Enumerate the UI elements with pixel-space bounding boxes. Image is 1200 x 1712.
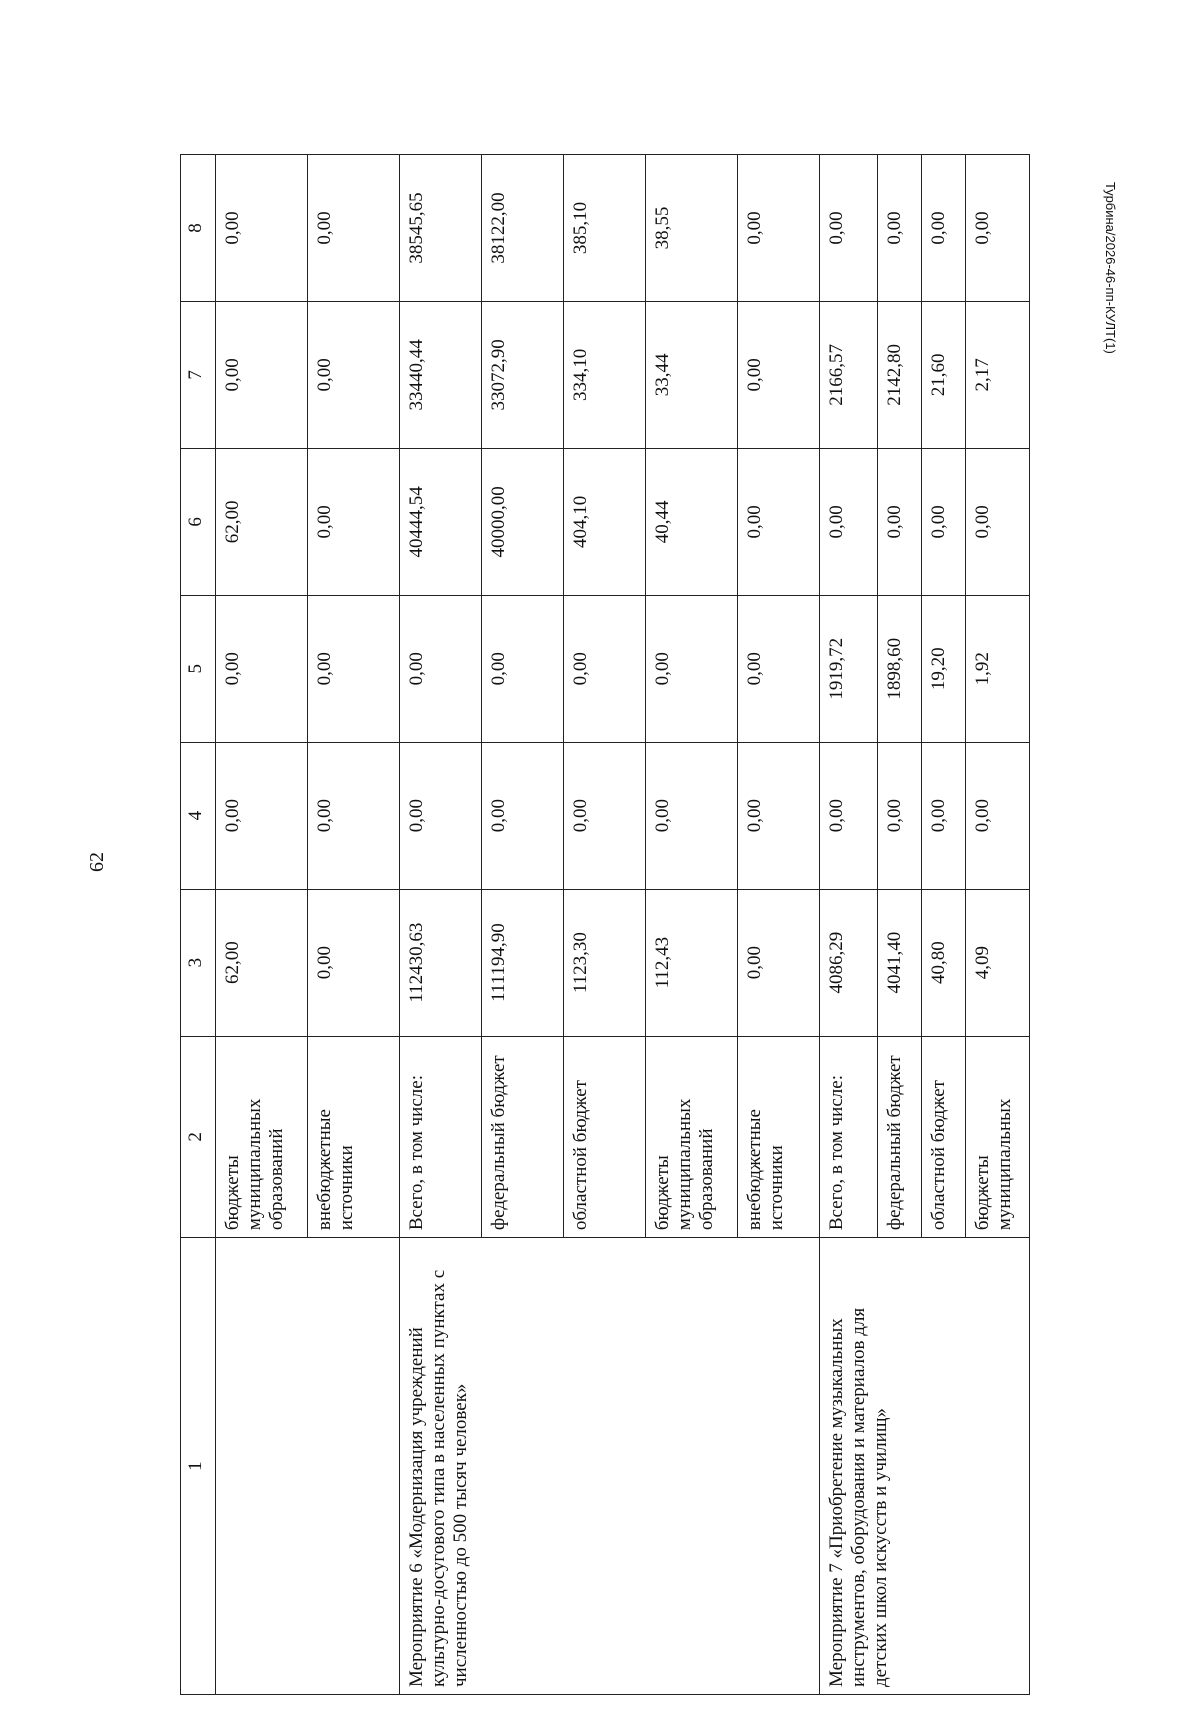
value-cell: 62,00 bbox=[216, 889, 308, 1036]
value-cell: 2142,80 bbox=[878, 301, 922, 448]
value-cell: 0,00 bbox=[400, 595, 482, 742]
value-cell: 2,17 bbox=[966, 301, 1030, 448]
value-cell: 40444,54 bbox=[400, 448, 482, 595]
value-cell: 0,00 bbox=[308, 448, 400, 595]
value-cell: 1,92 bbox=[966, 595, 1030, 742]
value-cell: 0,00 bbox=[820, 448, 878, 595]
funding-source-cell: бюджеты муниципальных bbox=[966, 1036, 1030, 1238]
funding-source-cell: федеральный бюджет bbox=[878, 1036, 922, 1238]
value-cell: 38122,00 bbox=[482, 155, 564, 302]
column-header: 4 bbox=[181, 742, 216, 889]
value-cell: 38545,65 bbox=[400, 155, 482, 302]
value-cell: 112,43 bbox=[646, 889, 738, 1036]
funding-source-cell: бюджеты муниципальных образований bbox=[646, 1036, 738, 1238]
value-cell: 0,00 bbox=[482, 595, 564, 742]
value-cell: 21,60 bbox=[922, 301, 966, 448]
document-footer: Турбина/2026-46-пп-КУЛТ(1) bbox=[1103, 182, 1118, 354]
value-cell: 0,00 bbox=[308, 155, 400, 302]
value-cell: 4086,29 bbox=[820, 889, 878, 1036]
value-cell: 0,00 bbox=[400, 742, 482, 889]
value-cell: 334,10 bbox=[564, 301, 646, 448]
value-cell: 0,00 bbox=[966, 448, 1030, 595]
value-cell: 1919,72 bbox=[820, 595, 878, 742]
table-header-row bbox=[181, 155, 216, 1695]
value-cell: 19,20 bbox=[922, 595, 966, 742]
column-header: 8 bbox=[181, 155, 216, 302]
value-cell: 0,00 bbox=[738, 889, 820, 1036]
value-cell: 40000,00 bbox=[482, 448, 564, 595]
value-cell: 40,44 bbox=[646, 448, 738, 595]
budget-table-rotated bbox=[180, 154, 1050, 1695]
funding-source-cell: Всего, в том числе: bbox=[820, 1036, 878, 1238]
table-row bbox=[820, 155, 878, 1695]
funding-source-cell: внебюджетные источники bbox=[308, 1036, 400, 1238]
funding-source-cell: внебюджетные источники bbox=[738, 1036, 820, 1238]
value-cell: 38,55 bbox=[646, 155, 738, 302]
value-cell: 0,00 bbox=[646, 595, 738, 742]
value-cell: 0,00 bbox=[966, 742, 1030, 889]
column-header: 2 bbox=[181, 1036, 216, 1238]
column-header: 3 bbox=[181, 889, 216, 1036]
value-cell: 0,00 bbox=[820, 155, 878, 302]
value-cell: 0,00 bbox=[820, 742, 878, 889]
value-cell: 0,00 bbox=[922, 742, 966, 889]
value-cell: 0,00 bbox=[482, 742, 564, 889]
activity-cell: Мероприятие 7 «Приобретение музыкальных инструментов, оборудования и материалов для детских школ искусств и училищ» bbox=[820, 1238, 1030, 1695]
budget-table bbox=[180, 154, 1030, 1695]
value-cell: 33072,90 bbox=[482, 301, 564, 448]
value-cell: 0,00 bbox=[922, 448, 966, 595]
value-cell: 62,00 bbox=[216, 448, 308, 595]
value-cell: 33440,44 bbox=[400, 301, 482, 448]
value-cell: 0,00 bbox=[564, 742, 646, 889]
funding-source-cell: федеральный бюджет bbox=[482, 1036, 564, 1238]
value-cell: 0,00 bbox=[738, 742, 820, 889]
value-cell: 4041,40 bbox=[878, 889, 922, 1036]
funding-source-cell: Всего, в том числе: bbox=[400, 1036, 482, 1238]
value-cell: 0,00 bbox=[216, 155, 308, 302]
column-header: 1 bbox=[181, 1238, 216, 1695]
page-number: 62 bbox=[86, 852, 108, 872]
value-cell: 0,00 bbox=[216, 595, 308, 742]
value-cell: 0,00 bbox=[922, 155, 966, 302]
value-cell: 112430,63 bbox=[400, 889, 482, 1036]
value-cell: 1898,60 bbox=[878, 595, 922, 742]
value-cell: 4,09 bbox=[966, 889, 1030, 1036]
value-cell: 0,00 bbox=[216, 742, 308, 889]
funding-source-cell: областной бюджет bbox=[564, 1036, 646, 1238]
value-cell: 0,00 bbox=[738, 448, 820, 595]
column-header: 7 bbox=[181, 301, 216, 448]
value-cell: 0,00 bbox=[308, 889, 400, 1036]
activity-cell: Мероприятие 6 «Модернизация учреждений культурно-досугового типа в населенных пунктах с численностью до 500 тысяч человек» bbox=[400, 1238, 820, 1695]
table-row bbox=[400, 155, 482, 1695]
value-cell: 1123,30 bbox=[564, 889, 646, 1036]
value-cell: 0,00 bbox=[966, 155, 1030, 302]
value-cell: 385,10 bbox=[564, 155, 646, 302]
value-cell: 0,00 bbox=[878, 448, 922, 595]
value-cell: 404,10 bbox=[564, 448, 646, 595]
column-header: 5 bbox=[181, 595, 216, 742]
value-cell: 0,00 bbox=[308, 595, 400, 742]
value-cell: 0,00 bbox=[878, 742, 922, 889]
value-cell: 0,00 bbox=[308, 301, 400, 448]
value-cell: 2166,57 bbox=[820, 301, 878, 448]
funding-source-cell: областной бюджет bbox=[922, 1036, 966, 1238]
column-header: 6 bbox=[181, 448, 216, 595]
value-cell: 0,00 bbox=[738, 595, 820, 742]
value-cell: 40,80 bbox=[922, 889, 966, 1036]
value-cell: 0,00 bbox=[646, 742, 738, 889]
value-cell: 0,00 bbox=[878, 155, 922, 302]
value-cell: 0,00 bbox=[216, 301, 308, 448]
table-row bbox=[216, 155, 308, 1695]
value-cell: 0,00 bbox=[564, 595, 646, 742]
value-cell: 0,00 bbox=[738, 301, 820, 448]
value-cell: 0,00 bbox=[308, 742, 400, 889]
value-cell: 33,44 bbox=[646, 301, 738, 448]
value-cell: 0,00 bbox=[738, 155, 820, 302]
activity-cell bbox=[216, 1238, 400, 1695]
value-cell: 111194,90 bbox=[482, 889, 564, 1036]
funding-source-cell: бюджеты муниципальных образований bbox=[216, 1036, 308, 1238]
